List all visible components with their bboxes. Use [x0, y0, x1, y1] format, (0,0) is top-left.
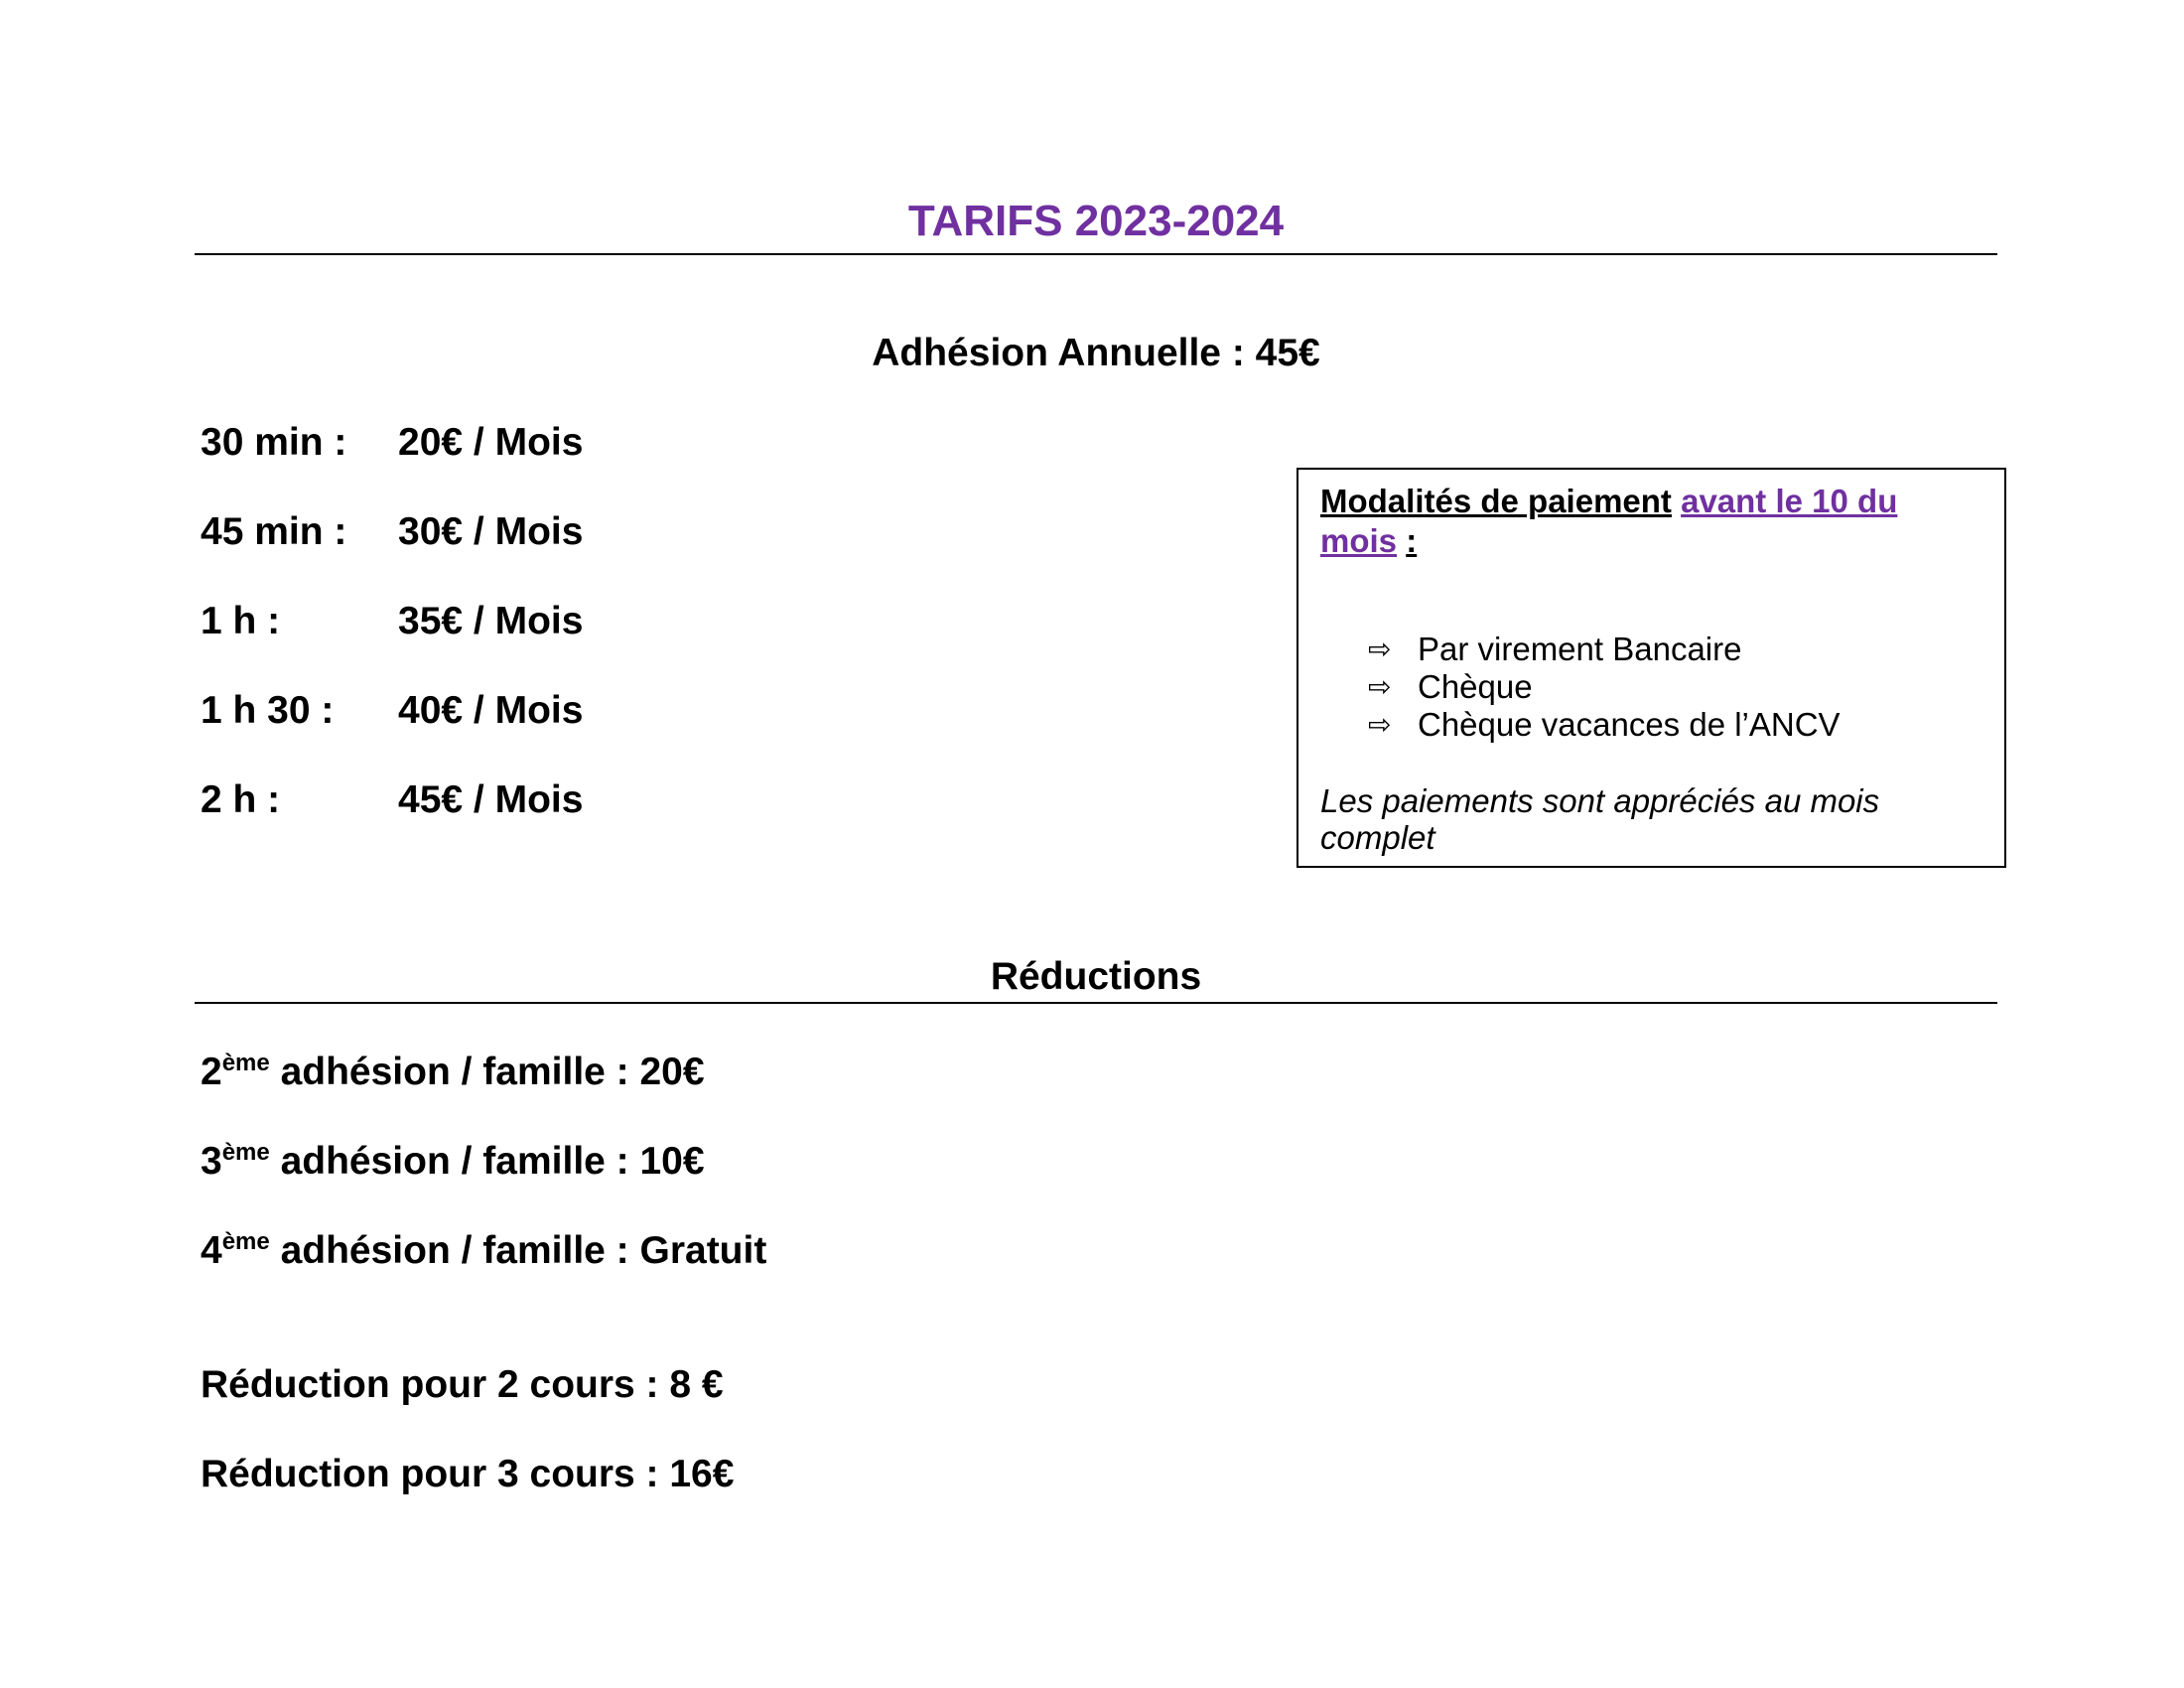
payment-terms-box: [1297, 468, 2006, 868]
family-reduction: [201, 1051, 705, 1094]
ordinal-number: 3: [201, 1140, 222, 1183]
payment-heading: [1320, 482, 1976, 561]
course-reduction: Réduction pour 2 cours : 8 €: [201, 1363, 724, 1406]
list-item: [1368, 706, 1841, 744]
ordinal-suffix: ème: [221, 1139, 270, 1166]
ordinal-suffix: ème: [221, 1228, 270, 1255]
price-amount: 35€ / Mois: [398, 600, 584, 642]
page-title: TARIFS 2023-2024: [907, 197, 1285, 245]
payment-method: Chèque: [1418, 668, 1533, 705]
payment-method: Chèque vacances de l’ANCV: [1418, 706, 1841, 743]
price-duration: 2 h :: [201, 778, 281, 821]
ordinal-number: 2: [201, 1051, 222, 1093]
arrow-right-icon: ⇨: [1368, 671, 1392, 702]
title-divider: [195, 253, 1997, 255]
payment-deadline: avant le 10 du mois: [1320, 483, 1898, 559]
ordinal-number: 4: [201, 1229, 222, 1272]
annual-membership: Adhésion Annuelle : 45€: [872, 332, 1320, 374]
family-reduction: [201, 1140, 705, 1184]
price-duration: 1 h :: [201, 600, 281, 642]
course-reduction: Réduction pour 3 cours : 16€: [201, 1453, 735, 1495]
price-amount: 45€ / Mois: [398, 778, 584, 821]
arrow-right-icon: ⇨: [1368, 633, 1392, 664]
payment-note: Les paiements sont appréciés au mois complet: [1320, 782, 1880, 856]
reductions-divider: [195, 1002, 1997, 1004]
payment-method: Par virement Bancaire: [1418, 631, 1742, 667]
list-item: [1368, 668, 1841, 706]
price-amount: 20€ / Mois: [398, 421, 584, 464]
ordinal-suffix: ème: [221, 1050, 270, 1076]
price-amount: 40€ / Mois: [398, 689, 584, 732]
list-item: [1368, 631, 1841, 668]
reduction-text: adhésion / famille : Gratuit: [269, 1229, 767, 1272]
family-reduction: [201, 1229, 766, 1273]
payment-heading-label: Modalités de paiement: [1320, 483, 1672, 519]
reduction-text: adhésion / famille : 20€: [269, 1051, 705, 1093]
reductions-title: Réductions: [990, 955, 1202, 998]
payment-heading-colon: :: [1406, 522, 1418, 559]
price-duration: 30 min :: [201, 421, 347, 464]
price-amount: 30€ / Mois: [398, 510, 584, 553]
arrow-right-icon: ⇨: [1368, 709, 1392, 740]
payment-methods-list: [1368, 631, 1841, 744]
price-duration: 1 h 30 :: [201, 689, 335, 732]
reduction-text: adhésion / famille : 10€: [269, 1140, 705, 1183]
price-duration: 45 min :: [201, 510, 347, 553]
